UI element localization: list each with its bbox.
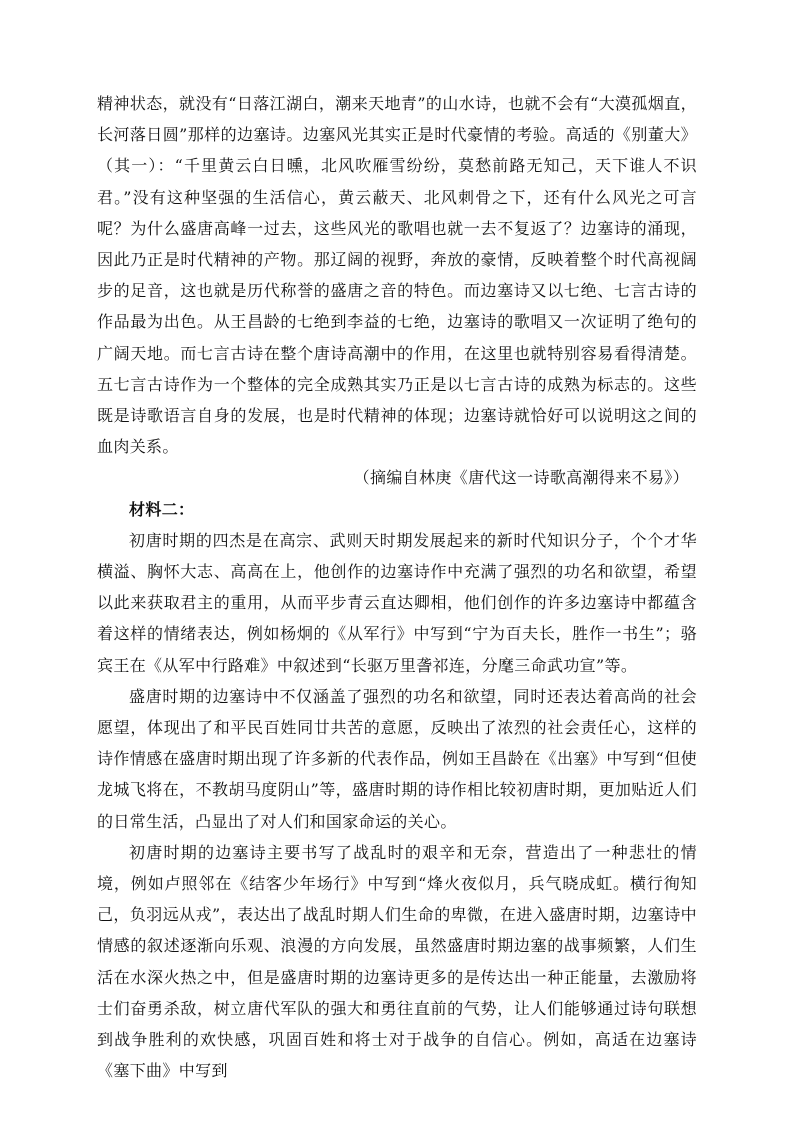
document-page	[97, 88, 697, 1087]
material-one-paragraph: 精神状态，就没有“日落江湖白，潮来天地青”的山水诗，也就不会有“大漠孤烟直，长河落日圆”那样的边塞诗。边塞风光其实正是时代豪情的考验。高适的《别董大》（其一）：“千里黄云白日曛，北风吹雁雪纷纷，莫愁前路无知己，天下谁人不识君。”没有这种坚强的生活信心，黄云蔽天、北风刺骨之下，还有什么风光之可言呢？为什么盛唐高峰一过去，这些风光的歌唱也就一去不复返了？边塞诗的涌现，因此乃正是时代精神的产物。那辽阔的视野，奔放的豪情，反映着整个时代高视阔步的足音，这也就是历代称誉的盛唐之音的特色。而边塞诗又以七绝、七言古诗的作品最为出色。从王昌龄的七绝到李益的七绝，边塞诗的歌唱又一次证明了绝句的广阔天地。而七言古诗在整个唐诗高潮中的作用，在这里也就特别容易看得清楚。五七言古诗作为一个整体的完全成熟其实乃正是以七言古诗的成熟为标志的。这些既是诗歌语言自身的发展，也是时代精神的体现；边塞诗就恰好可以说明这之间的血肉关系。	[97, 94, 697, 457]
material-two-paragraph-3: 初唐时期的边塞诗主要书写了战乱时的艰辛和无奈，营造出了一种悲壮的情境，例如卢照邻在《结客少年场行》中写到“烽火夜似月，兵气晓成虹。横行徇知己，负羽远从戎”，表达出了战乱时期人们生命的卑微，在进入盛唐时期，边塞诗中情感的叙述逐渐向乐观、浪漫的方向发展，虽然盛唐时期边塞的战事频繁，人们生活在水深火热之中，但是盛唐时期的边塞诗更多的是传达出一种正能量，去激励将士们奋勇杀敌，树立唐代军队的强大和勇往直前的气势，让人们能够通过诗句联想到战争胜利的欢快感，巩固百姓和将士对于战争的自信心。例如，高适在边塞诗《塞下曲》中写到	[97, 842, 697, 1081]
material-one-citation: （摘编自林庚《唐代这一诗歌高潮得来不易》）	[353, 468, 689, 488]
material-two-paragraph-1: 初唐时期的四杰是在高宗、武则天时期发展起来的新时代知识分子，个个才华横溢、胸怀大志、高高在上，他创作的边塞诗作中充满了强烈的功名和欲望，希望以此来获取君主的重用，从而平步青云直达卿相，他们创作的许多边塞诗中都蕴含着这样的情绪表达，例如杨炯的《从军行》中写到“宁为百夫长，胜作一书生”；骆宾王在《从军中行路难》中叙述到“长驱万里詟祁连，分麾三命武功宣”等。	[97, 530, 697, 675]
material-two-paragraph-2: 盛唐时期的边塞诗中不仅涵盖了强烈的功名和欲望，同时还表达着高尚的社会愿望，体现出了和平民百姓同廿共苦的意愿，反映出了浓烈的社会责任心，这样的诗作情感在盛唐时期出现了许多新的代表作品，例如王昌龄在《出塞》中写到“但使龙城飞将在，不教胡马度阴山”等，盛唐时期的诗作相比较初唐时期，更加贴近人们的日常生活，凸显出了对人们和国家命运的关心。	[97, 686, 697, 831]
material-two-heading: 材料二：	[129, 499, 195, 519]
